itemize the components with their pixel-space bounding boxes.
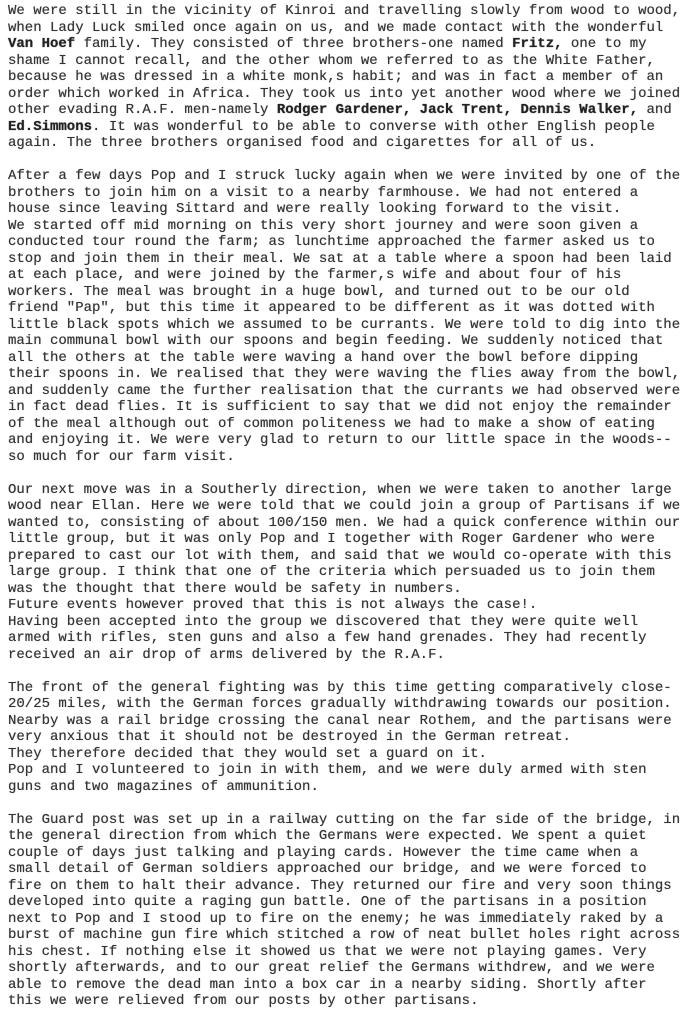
text-run: fire on them to halt their advance. They returned our fire and very soon things	[8, 877, 672, 894]
text-run: shame I cannot recall, and the other whom we referred to as the White Father,	[8, 52, 655, 69]
text-run: of the meal although out of common politeness we had to make a show of eating	[8, 415, 655, 432]
text-run: and enjoying it. We were very glad to return to our little space in the woods--	[8, 432, 672, 448]
paragraph-2	[8, 168, 691, 465]
text-run: family. They consisted of three brothers-one named	[75, 36, 513, 52]
text-run: the general direction from which the Germans were expected. We spent a quiet	[8, 828, 647, 844]
text-run: friend "Pap", but this time it appeared to be different as it was dotted with	[8, 300, 655, 316]
text-run: very anxious that it should not be destroyed in the German retreat.	[8, 729, 571, 745]
text-run: because he was dressed in a white monk,s habit; and was in fact a member of an	[8, 69, 664, 85]
text-run: brothers to join him on a visit to a nearby farmhouse. We had not entered a	[8, 184, 639, 201]
text-run: couple of days just talking and playing cards. However the time came when a	[8, 844, 639, 861]
text-run: one to my	[562, 36, 647, 52]
text-run: little group, but it was only Pop and I together with Roger Gardener who were	[8, 531, 655, 547]
text-run: main communal bowl with our spoons and begin feeding. We suddenly noticed that	[8, 333, 664, 349]
text-run: house since leaving Sittard and were really looking forward to the visit.	[8, 201, 622, 217]
text-run: so much for our farm visit.	[8, 448, 235, 465]
text-run: conducted tour round the farm; as lunchtime approached the farmer asked us to	[8, 234, 655, 250]
text-run: workers. The meal was brought in a huge bowl, and turned out to be our old	[8, 283, 630, 300]
text-run: next to Pop and I stood up to fire on the enemy; he was immediately raked by a	[8, 910, 664, 927]
text-run: able to remove the dead man into a box car in a nearby siding. Shortly after	[8, 976, 647, 993]
text-run: We were still in the vicinity of Kinroi and travelling slowly from wood to wood,	[8, 3, 681, 19]
text-run: small detail of German soldiers approached our bridge, and we were forced to	[8, 861, 647, 877]
text-run: They therefore decided that they would set a guard on it.	[8, 745, 487, 762]
text-run: was the thought that there would be safety in numbers.	[8, 580, 462, 597]
text-run: armed with rifles, sten guns and also a few hand grenades. They had recently	[8, 630, 647, 646]
paragraph-3	[8, 482, 691, 664]
text-run: other evading R.A.F. men-namely	[8, 102, 277, 118]
bold-name-text: Van Hoef	[8, 36, 76, 52]
text-run: at each place, and were joined by the farmer,s wife and about four of his	[8, 267, 622, 283]
text-run: in fact dead flies. It is sufficient to say that we did not enjoy the remainder	[8, 399, 672, 415]
text-run: The Guard post was set up in a railway cutting on the far side of the bridge, in	[8, 811, 681, 828]
text-run: again. The three brothers organised food and cigarettes for all of us.	[8, 135, 597, 151]
text-run: prepared to cast our lot with them, and said that we would co-operate with this	[8, 547, 672, 564]
paragraph-4	[8, 680, 691, 796]
text-run: Our next move was in a Southerly direction, when we were taken to another large	[8, 481, 672, 498]
text-run: when Lady Luck smiled once again on us, and we made contact with the wonderful	[8, 19, 664, 36]
text-run: large group. I think that one of the criteria which persuaded us to join them	[8, 564, 655, 580]
text-run: Having been accepted into the group we discovered that they were quite well	[8, 613, 639, 630]
bold-name-text: Rodger Gardener, Jack Trent, Dennis Walker,	[276, 102, 639, 118]
text-run: little black spots which we assumed to be currants. We were told to dig into the	[8, 316, 681, 333]
text-run: their spoons in. We realised that they were waving the flies away from the bowl,	[8, 366, 681, 382]
text-run: stop and join them in their meal. We sat at a table where a spoon had been laid	[8, 250, 672, 267]
text-run: 20/25 miles, with the German forces gradually withdrawing towards our position.	[8, 696, 672, 712]
document-text	[8, 3, 691, 1010]
text-run: developed into quite a raging gun battle. One of the partisans in a position	[8, 894, 647, 910]
text-run: this we were relieved from our posts by other partisans.	[8, 993, 479, 1009]
text-run: burst of machine gun fire which stitched a row of neat bullet holes right across	[8, 927, 681, 943]
bold-name-text: Fritz,	[512, 36, 563, 52]
paragraph-1	[8, 3, 691, 152]
text-run: guns and two magazines of ammunition.	[8, 778, 319, 795]
text-run: Pop and I volunteered to join in with them, and we were duly armed with sten	[8, 762, 647, 778]
text-run: wanted to, consisting of about 100/150 men. We had a quick conference within our	[8, 514, 681, 531]
text-run: We started off mid morning on this very short journey and were soon given a	[8, 217, 639, 234]
bold-name-text: Ed.Simmons	[8, 118, 93, 135]
text-run: The front of the general fighting was by this time getting comparatively close-	[8, 679, 672, 696]
text-run: Future events however proved that this is not always the case!.	[8, 597, 538, 613]
text-run: . It was wonderful to be able to converse with other English people	[92, 118, 655, 135]
text-run: received an air drop of arms delivered by the R.A.F.	[8, 646, 445, 663]
text-run: all the others at the table were waving a hand over the bowl before dipping	[8, 349, 639, 366]
text-run: wood near Ellan. Here we were told that we could join a group of Partisans if we	[8, 498, 681, 514]
text-run: shortly afterwards, and to our great relief the Germans withdrew, and we were	[8, 960, 655, 976]
paragraph-5	[8, 812, 691, 1010]
text-run: order which worked in Africa. They took us into yet another wood where we joined	[8, 85, 681, 102]
text-run: Nearby was a rail bridge crossing the canal near Rothem, and the partisans were	[8, 712, 672, 729]
text-run: and	[638, 102, 672, 118]
text-run: After a few days Pop and I struck lucky again when we were invited by one of the	[8, 168, 681, 184]
text-run: his chest. If nothing else it showed us that we were not playing games. Very	[8, 943, 647, 960]
text-run: and suddenly came the further realisation that the currants we had observed were	[8, 382, 681, 399]
